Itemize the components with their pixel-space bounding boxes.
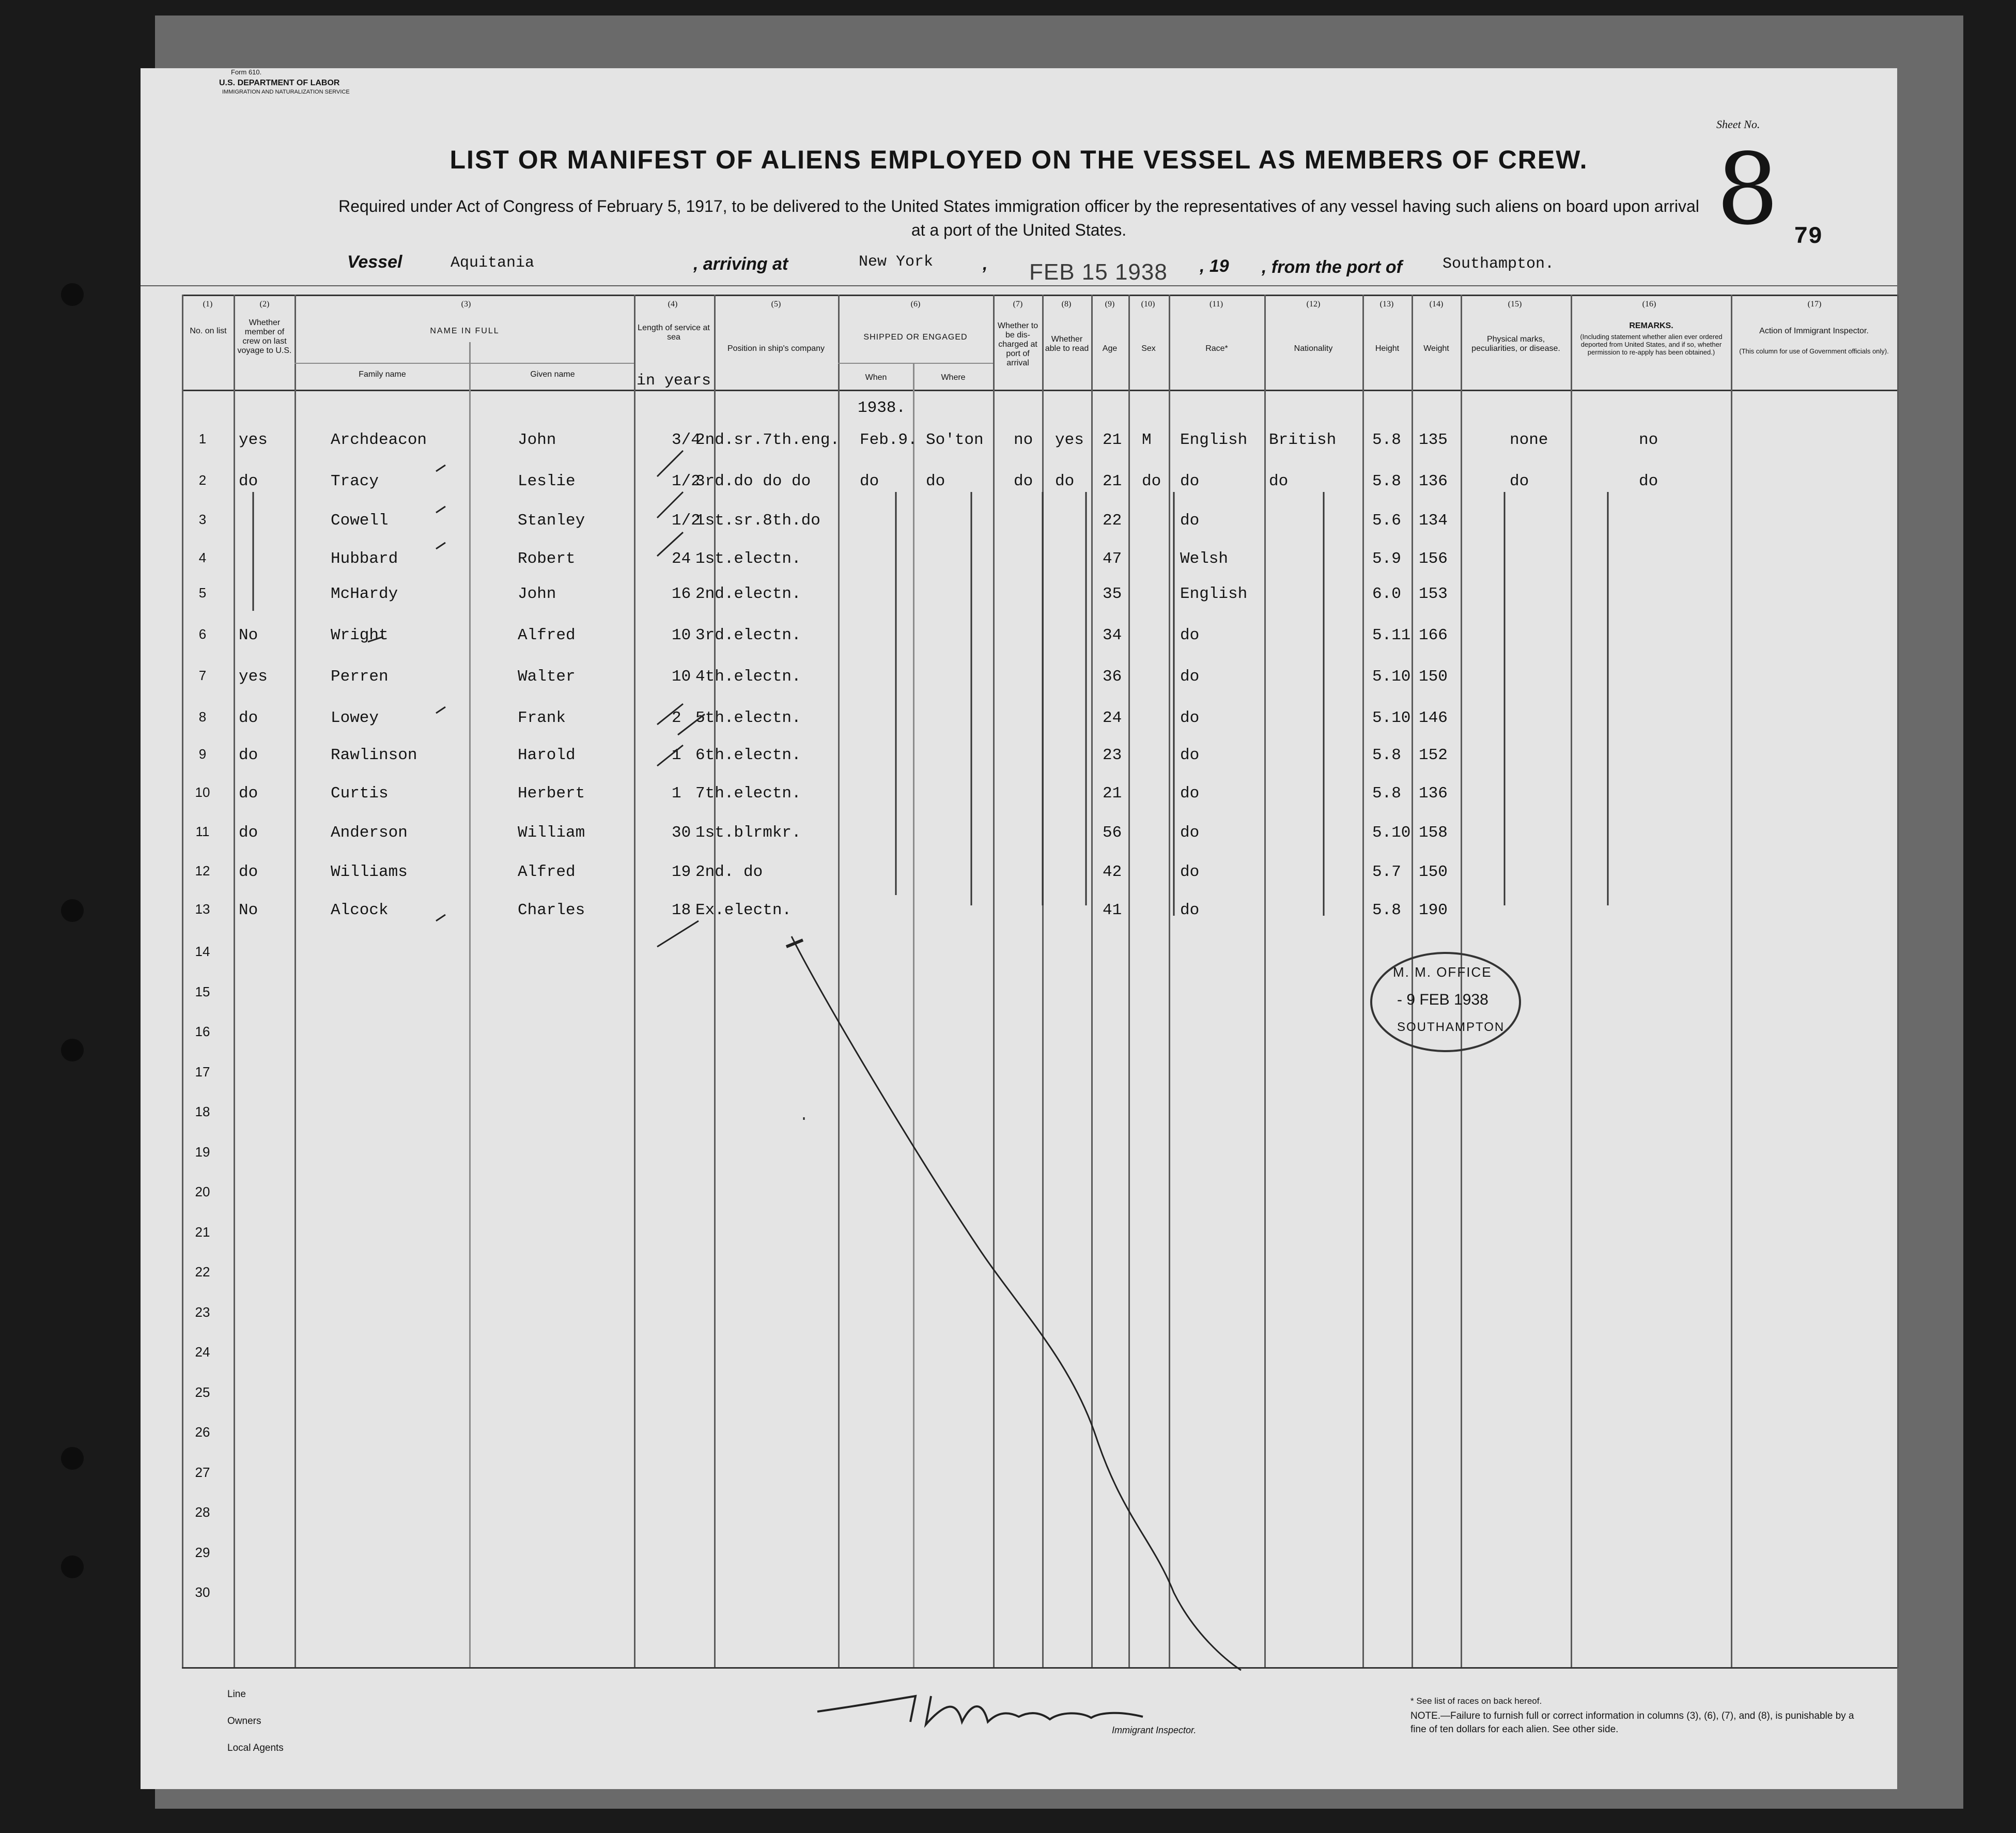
cell-race: English bbox=[1180, 431, 1248, 449]
row-number: 2 bbox=[198, 472, 207, 488]
cell-crew-last-voyage: do bbox=[239, 824, 258, 842]
cell-family-name: Alcock bbox=[331, 901, 389, 919]
stamp-date: - 9 FEB 1938 bbox=[1397, 991, 1488, 1008]
cell-given-name: Robert bbox=[518, 550, 576, 568]
cell-age: 36 bbox=[1103, 668, 1122, 686]
cell-height: 5.8 bbox=[1372, 901, 1401, 919]
cell-height: 5.8 bbox=[1372, 784, 1401, 803]
cell-age: 56 bbox=[1103, 824, 1122, 842]
page-title: LIST OR MANIFEST OF ALIENS EMPLOYED ON THE VESSEL AS MEMBERS OF CREW. bbox=[449, 145, 1588, 174]
row-number: 21 bbox=[195, 1224, 210, 1240]
footer-owners-label: Owners bbox=[227, 1716, 261, 1727]
cell-weight: 135 bbox=[1419, 431, 1448, 449]
row-number: 5 bbox=[198, 585, 207, 600]
col-num-14: (14) bbox=[1429, 300, 1444, 309]
header-sex: Sex bbox=[1141, 344, 1156, 353]
cell-length-of-service: 1/2 bbox=[672, 512, 701, 530]
cell-weight: 166 bbox=[1419, 626, 1448, 644]
cell-crew-last-voyage: yes bbox=[239, 431, 268, 449]
row-number: 23 bbox=[195, 1304, 210, 1320]
handwritten-marks bbox=[141, 68, 1897, 1789]
cell-weight: 136 bbox=[1419, 472, 1448, 490]
col-num-5: (5) bbox=[771, 300, 781, 309]
row-number: 16 bbox=[195, 1024, 210, 1039]
col-num-6: (6) bbox=[910, 300, 921, 309]
stamp-bottom-text: SOUTHAMPTON bbox=[1397, 1020, 1505, 1034]
header-family-name: Family name bbox=[359, 370, 406, 379]
cell-race: Welsh bbox=[1180, 550, 1229, 568]
binder-hole bbox=[61, 899, 84, 922]
cell-height: 5.8 bbox=[1372, 472, 1401, 490]
cell-length-of-service: 10 bbox=[672, 626, 691, 644]
cell-height: 5.8 bbox=[1372, 431, 1401, 449]
cell-length-of-service: 16 bbox=[672, 585, 691, 603]
row-number: 25 bbox=[195, 1384, 210, 1400]
cell-race: do bbox=[1180, 512, 1200, 530]
cell-discharged: no bbox=[1014, 431, 1033, 449]
cell-remarks: no bbox=[1639, 431, 1658, 449]
cell-position: 3rd.electn. bbox=[695, 626, 801, 644]
cell-able-to-read: do bbox=[1055, 472, 1075, 490]
cell-position: 1st.electn. bbox=[695, 550, 801, 568]
col-num-12: (12) bbox=[1306, 300, 1321, 309]
cell-race: English bbox=[1180, 585, 1248, 603]
col-num-7: (7) bbox=[1013, 300, 1023, 309]
cell-weight: 150 bbox=[1419, 668, 1448, 686]
header-length-of-service: Length of service at sea bbox=[638, 324, 710, 342]
cell-age: 22 bbox=[1103, 512, 1122, 530]
row-number: 4 bbox=[198, 550, 207, 565]
cell-shipped-when: do bbox=[860, 472, 879, 490]
cell-given-name: John bbox=[518, 431, 556, 449]
header-inspector-action: Action of Immigrant Inspector. bbox=[1759, 327, 1869, 335]
row-number: 1 bbox=[198, 431, 207, 446]
row-number: 19 bbox=[195, 1144, 210, 1160]
row-number: 24 bbox=[195, 1344, 210, 1360]
cell-weight: 134 bbox=[1419, 512, 1448, 530]
col-num-9: (9) bbox=[1105, 300, 1115, 309]
header-name-in-full: NAME IN FULL bbox=[430, 327, 500, 335]
arriving-label: , arriving at bbox=[693, 254, 788, 274]
stamp-top-text: M. M. OFFICE bbox=[1393, 964, 1492, 980]
cell-race: do bbox=[1180, 784, 1200, 803]
row-number: 29 bbox=[195, 1544, 210, 1560]
cell-given-name: John bbox=[518, 585, 556, 603]
cell-weight: 153 bbox=[1419, 585, 1448, 603]
row-number: 6 bbox=[198, 626, 207, 642]
cell-length-of-service: 19 bbox=[672, 863, 691, 881]
col-num-11: (11) bbox=[1209, 300, 1223, 309]
cell-race: do bbox=[1180, 863, 1200, 881]
cell-position: 1st.sr.8th.do bbox=[695, 512, 820, 530]
cell-given-name: William bbox=[518, 824, 585, 842]
cell-family-name: Archdeacon bbox=[331, 431, 427, 449]
manifest-sheet bbox=[141, 68, 1897, 1789]
header-no-on-list: No. on list bbox=[190, 327, 227, 335]
header-weight: Weight bbox=[1423, 344, 1449, 353]
col-num-13: (13) bbox=[1379, 300, 1394, 309]
cell-position: 2nd.electn. bbox=[695, 585, 801, 603]
cell-height: 6.0 bbox=[1372, 585, 1401, 603]
cell-position: 7th.electn. bbox=[695, 784, 801, 803]
header-in-years: in years bbox=[637, 372, 711, 390]
arriving-port: New York bbox=[859, 253, 934, 271]
cell-height: 5.9 bbox=[1372, 550, 1401, 568]
from-port-label: , from the port of bbox=[1262, 257, 1402, 277]
cell-crew-last-voyage: do bbox=[239, 863, 258, 881]
cell-height: 5.6 bbox=[1372, 512, 1401, 530]
cell-remarks: do bbox=[1639, 472, 1658, 490]
cell-discharged: do bbox=[1014, 472, 1033, 490]
cell-weight: 136 bbox=[1419, 784, 1448, 803]
cell-nationality: do bbox=[1269, 472, 1289, 490]
col-num-1: (1) bbox=[203, 300, 213, 309]
cell-weight: 190 bbox=[1419, 901, 1448, 919]
header-inspector-note: (This column for use of Government officials only). bbox=[1739, 347, 1889, 355]
col-num-4: (4) bbox=[668, 300, 678, 309]
penalty-note: NOTE.—Failure to furnish full or correct information in columns (3), (6), (7), and (8), is punishable by a fine of ten dollars for each alien. See other side. bbox=[1410, 1711, 1854, 1735]
header-position: Position in ship's company bbox=[727, 344, 825, 353]
row-number: 11 bbox=[195, 824, 210, 839]
cell-position: 6th.electn. bbox=[695, 746, 801, 764]
cell-given-name: Walter bbox=[518, 668, 576, 686]
inspector-label: Immigrant Inspector. bbox=[1112, 1725, 1197, 1735]
header-discharged: Whether to be dis-charged at port of arrival bbox=[997, 321, 1038, 367]
col-num-3: (3) bbox=[461, 300, 471, 309]
cell-shipped-when: Feb.9. bbox=[860, 431, 918, 449]
row-number: 20 bbox=[195, 1184, 210, 1199]
cell-crew-last-voyage: yes bbox=[239, 668, 268, 686]
cell-height: 5.10 bbox=[1372, 668, 1411, 686]
row-number: 22 bbox=[195, 1264, 210, 1280]
cell-family-name: Rawlinson bbox=[331, 746, 417, 764]
cell-height: 5.11 bbox=[1372, 626, 1411, 644]
cell-sex: do bbox=[1142, 472, 1161, 490]
row-number: 28 bbox=[195, 1504, 210, 1520]
cell-length-of-service: 18 bbox=[672, 901, 691, 919]
cell-physical-marks: none bbox=[1510, 431, 1548, 449]
cell-height: 5.8 bbox=[1372, 746, 1401, 764]
header-when: When bbox=[865, 373, 887, 382]
header-physical-marks: Physical marks, peculiarities, or disease. bbox=[1471, 335, 1560, 353]
header-nationality: Nationality bbox=[1294, 344, 1333, 353]
header-race: Race* bbox=[1205, 344, 1228, 353]
cell-position: Ex.electn. bbox=[695, 901, 792, 919]
binder-hole bbox=[61, 1555, 84, 1578]
header-crew-last-voyage: Whether member of crew on last voyage to U.S. bbox=[237, 318, 292, 355]
row-number: 15 bbox=[195, 983, 210, 999]
header-remarks-note: (Including statement whether alien ever ordered deported from United States, and if so, whether permission to re-apply has been obtained.) bbox=[1580, 333, 1723, 356]
cell-position: 5th.electn. bbox=[695, 709, 801, 727]
year-label: , 19 bbox=[1200, 256, 1229, 276]
cell-given-name: Stanley bbox=[518, 512, 585, 530]
arriving-comma: , bbox=[983, 254, 988, 274]
cell-race: do bbox=[1180, 746, 1200, 764]
row-number: 26 bbox=[195, 1424, 210, 1440]
cell-weight: 152 bbox=[1419, 746, 1448, 764]
cell-age: 23 bbox=[1103, 746, 1122, 764]
col-num-17: (17) bbox=[1807, 300, 1822, 309]
cell-position: 2nd. do bbox=[695, 863, 763, 881]
row-number: 13 bbox=[195, 901, 210, 917]
cell-nationality: British bbox=[1269, 431, 1337, 449]
office-stamp bbox=[1370, 952, 1521, 1052]
header-shipped-engaged: SHIPPED OR ENGAGED bbox=[863, 333, 968, 342]
col-num-15: (15) bbox=[1508, 300, 1522, 309]
cell-sex: M bbox=[1142, 431, 1152, 449]
col-num-16: (16) bbox=[1642, 300, 1656, 309]
cell-length-of-service: 3/4 bbox=[672, 431, 701, 449]
sheet-number-label: Sheet No. bbox=[1716, 118, 1760, 131]
from-port: Southampton. bbox=[1443, 255, 1555, 273]
sheet-number-handwritten: 8 bbox=[1716, 132, 1779, 247]
cell-position: 1st.blrmkr. bbox=[695, 824, 801, 842]
row-number: 3 bbox=[198, 512, 207, 527]
cell-family-name: Williams bbox=[331, 863, 408, 881]
cell-position: 4th.electn. bbox=[695, 668, 801, 686]
row-number: 12 bbox=[195, 863, 210, 879]
cell-family-name: Cowell bbox=[331, 512, 389, 530]
row-number: 9 bbox=[198, 746, 207, 762]
col-divider bbox=[1897, 295, 1899, 1668]
cell-physical-marks: do bbox=[1510, 472, 1529, 490]
cell-race: do bbox=[1180, 472, 1200, 490]
cell-race: do bbox=[1180, 901, 1200, 919]
cell-crew-last-voyage: do bbox=[239, 746, 258, 764]
cell-age: 47 bbox=[1103, 550, 1122, 568]
cell-weight: 150 bbox=[1419, 863, 1448, 881]
cell-crew-last-voyage: No bbox=[239, 626, 258, 644]
cell-given-name: Frank bbox=[518, 709, 566, 727]
cell-race: do bbox=[1180, 668, 1200, 686]
row-number: 14 bbox=[195, 944, 210, 959]
cell-age: 21 bbox=[1103, 472, 1122, 490]
vessel-label: Vessel bbox=[347, 252, 402, 272]
cell-length-of-service: 24 bbox=[672, 550, 691, 568]
cell-family-name: Wright bbox=[331, 626, 389, 644]
races-note: * See list of races on back hereof. bbox=[1410, 1696, 1542, 1706]
cell-family-name: Hubbard bbox=[331, 550, 398, 568]
header-able-to-read: Whether able to read bbox=[1045, 335, 1089, 353]
header-remarks: REMARKS. bbox=[1629, 321, 1673, 330]
cell-race: do bbox=[1180, 709, 1200, 727]
cell-length-of-service: 2 bbox=[672, 709, 681, 727]
cell-length-of-service: 1 bbox=[672, 746, 681, 764]
row-number: 7 bbox=[198, 668, 207, 683]
page-subtitle: Required under Act of Congress of February 5, 1917, to be delivered to the United States immigration officer by the representatives of any vessel having such aliens on board upon arrival at a port of the United States. bbox=[338, 197, 1699, 239]
cell-able-to-read: yes bbox=[1055, 431, 1084, 449]
binder-hole bbox=[61, 1447, 84, 1470]
cell-age: 21 bbox=[1103, 431, 1122, 449]
cell-crew-last-voyage: No bbox=[239, 901, 258, 919]
row-number: 17 bbox=[195, 1064, 210, 1080]
cell-race: do bbox=[1180, 626, 1200, 644]
form-number: Form 610. bbox=[231, 68, 262, 76]
row-number: 27 bbox=[195, 1464, 210, 1480]
cell-length-of-service: 10 bbox=[672, 668, 691, 686]
row-number: 30 bbox=[195, 1584, 210, 1600]
header-age: Age bbox=[1102, 344, 1118, 353]
department-name: U.S. DEPARTMENT OF LABOR bbox=[219, 79, 340, 87]
shipped-year: 1938. bbox=[858, 399, 906, 417]
cell-crew-last-voyage: do bbox=[239, 709, 258, 727]
cell-given-name: Herbert bbox=[518, 784, 585, 803]
cell-height: 5.10 bbox=[1372, 709, 1411, 727]
header-where: Where bbox=[941, 373, 966, 382]
cell-length-of-service: 30 bbox=[672, 824, 691, 842]
cell-length-of-service: 1/2 bbox=[672, 472, 701, 490]
header-height: Height bbox=[1375, 344, 1400, 353]
arrival-date-stamp: FEB 15 1938 bbox=[1029, 259, 1168, 285]
cell-age: 24 bbox=[1103, 709, 1122, 727]
cell-family-name: Lowey bbox=[331, 709, 379, 727]
header-given-name: Given name bbox=[530, 370, 575, 379]
binder-hole bbox=[61, 1039, 84, 1061]
cell-given-name: Charles bbox=[518, 901, 585, 919]
service-name: IMMIGRATION AND NATURALIZATION SERVICE bbox=[222, 89, 350, 95]
cell-position: 3rd.do do do bbox=[695, 472, 811, 490]
footer-local-agents-label: Local Agents bbox=[227, 1743, 284, 1753]
cell-age: 21 bbox=[1103, 784, 1122, 803]
col-num-2: (2) bbox=[259, 300, 270, 309]
cell-given-name: Harold bbox=[518, 746, 576, 764]
cell-position: 2nd.sr.7th.eng. bbox=[695, 431, 840, 449]
row-number: 18 bbox=[195, 1104, 210, 1119]
sheet-number-typed: 79 bbox=[1794, 223, 1823, 250]
cell-weight: 158 bbox=[1419, 824, 1448, 842]
cell-race: do bbox=[1180, 824, 1200, 842]
col-num-8: (8) bbox=[1061, 300, 1072, 309]
vessel-name: Aquitania bbox=[451, 254, 535, 272]
cell-crew-last-voyage: do bbox=[239, 784, 258, 803]
cell-age: 41 bbox=[1103, 901, 1122, 919]
cell-age: 35 bbox=[1103, 585, 1122, 603]
row-number: 10 bbox=[195, 784, 210, 800]
cell-family-name: McHardy bbox=[331, 585, 398, 603]
binder-hole bbox=[61, 283, 84, 306]
cell-given-name: Alfred bbox=[518, 863, 576, 881]
cell-crew-last-voyage: do bbox=[239, 472, 258, 490]
col-num-10: (10) bbox=[1141, 300, 1155, 309]
footer-line-label: Line bbox=[227, 1689, 246, 1700]
cell-family-name: Anderson bbox=[331, 824, 408, 842]
cell-age: 34 bbox=[1103, 626, 1122, 644]
cell-given-name: Alfred bbox=[518, 626, 576, 644]
cell-weight: 146 bbox=[1419, 709, 1448, 727]
cell-family-name: Tracy bbox=[331, 472, 379, 490]
cell-family-name: Perren bbox=[331, 668, 389, 686]
cell-height: 5.7 bbox=[1372, 863, 1401, 881]
cell-weight: 156 bbox=[1419, 550, 1448, 568]
row-number: 8 bbox=[198, 709, 207, 725]
cell-shipped-where: So'ton bbox=[926, 431, 984, 449]
cell-height: 5.10 bbox=[1372, 824, 1411, 842]
cell-length-of-service: 1 bbox=[672, 784, 681, 803]
cell-family-name: Curtis bbox=[331, 784, 389, 803]
cell-shipped-where: do bbox=[926, 472, 945, 490]
cell-given-name: Leslie bbox=[518, 472, 576, 490]
cell-age: 42 bbox=[1103, 863, 1122, 881]
